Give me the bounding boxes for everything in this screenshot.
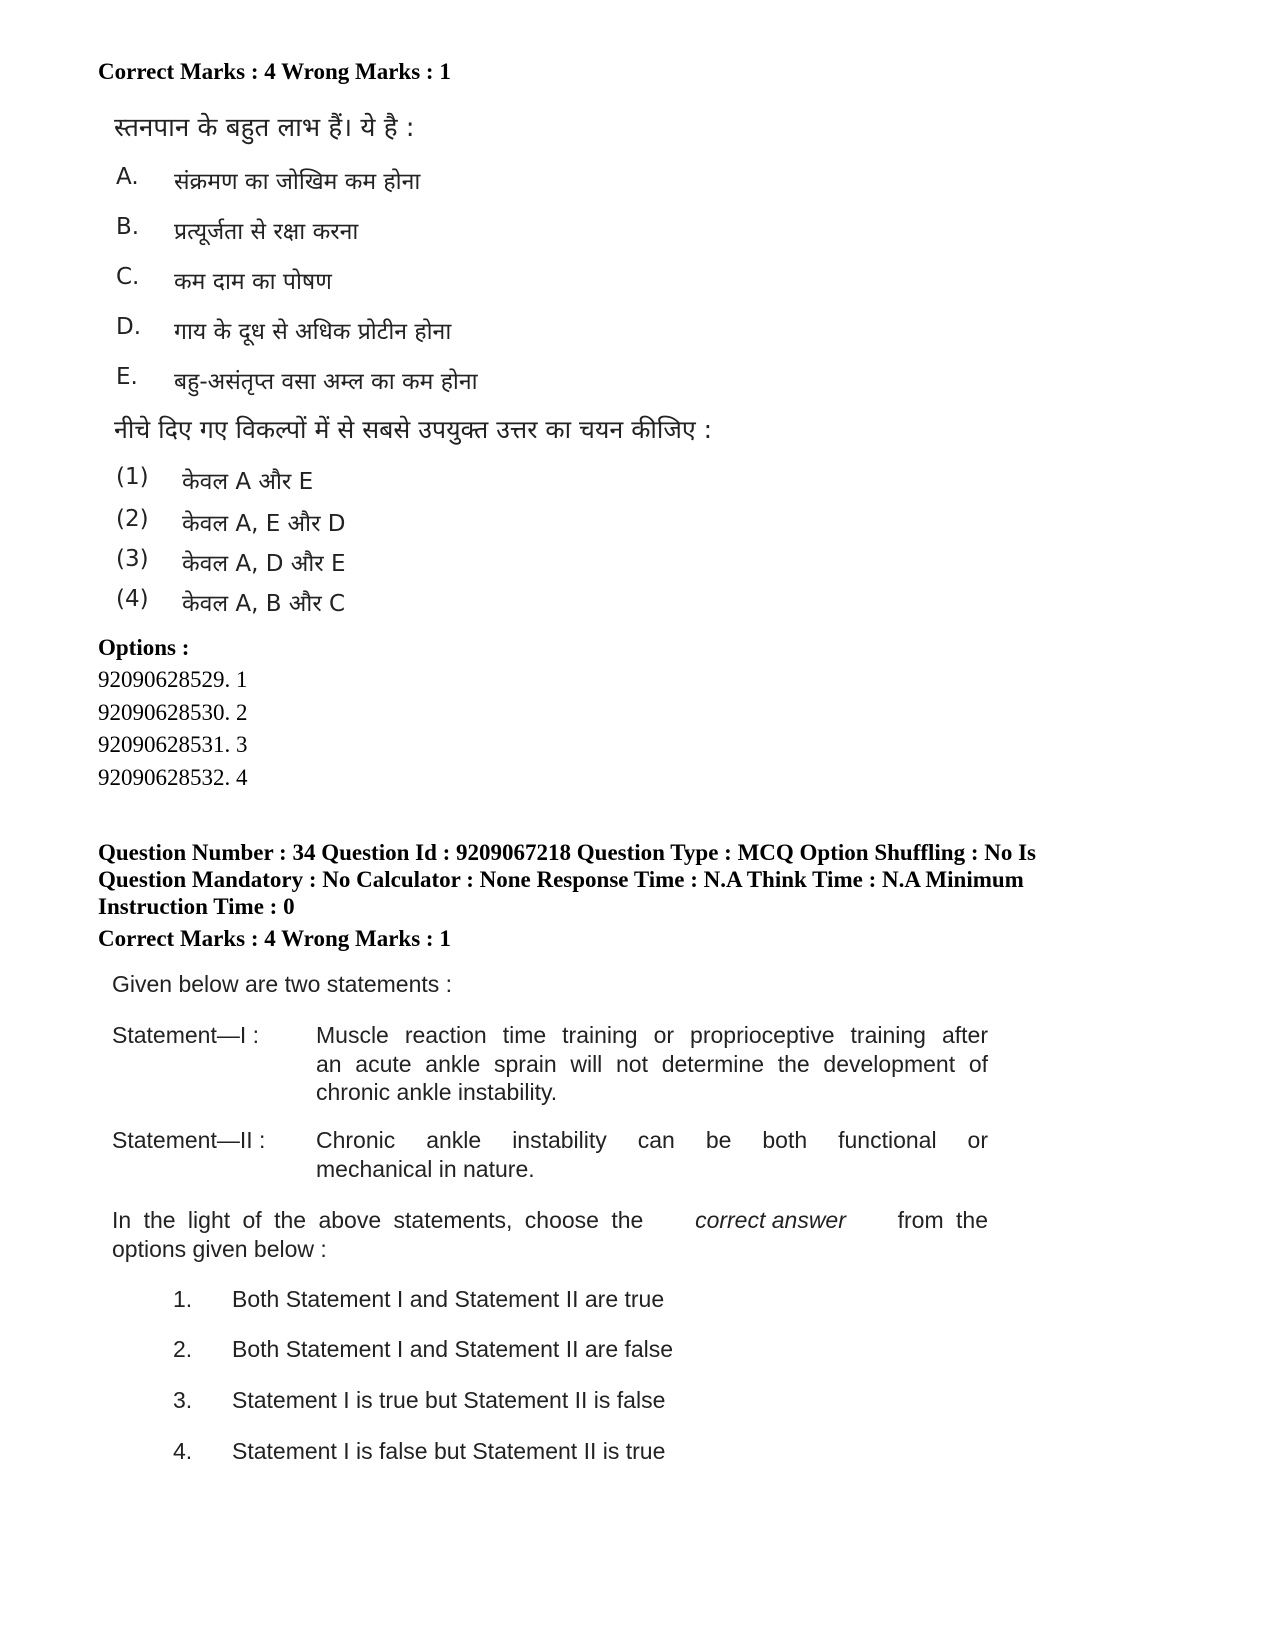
question-text-a: In the light of the above statements, choose the — [112, 1207, 644, 1233]
choice-text: Statement I is true but Statement II is false — [232, 1387, 666, 1413]
statement-letter: B. — [116, 214, 140, 240]
choice-text: केवल A, B और C — [182, 591, 346, 617]
question-text-emphasis: correct answer — [695, 1207, 846, 1233]
statement-1-line-1: Muscle reaction time training or proprioceptive training after — [316, 1022, 988, 1048]
choice-number: (4) — [116, 586, 149, 612]
q34-question-line-2: options given below : — [112, 1236, 327, 1262]
q34-meta-line-1: Question Number : 34 Question Id : 9209067218 Question Type : MCQ Option Shuffling : No Is — [98, 840, 1037, 865]
choice-number: 4. — [173, 1438, 193, 1464]
q33-question-image — [0, 0, 1275, 640]
statement-letter: A. — [116, 164, 139, 190]
q33-instruction: नीचे दिए गए विकल्पों में से सबसे उपयुक्त उत्तर का चयन कीजिए : — [114, 415, 713, 444]
choice-text: केवल A और E — [182, 469, 314, 495]
statement-1-line-3: chronic ankle instability. — [316, 1079, 558, 1105]
statement-text: कम दाम का पोषण — [174, 269, 332, 295]
question-text-b: from the — [897, 1207, 988, 1233]
choice-text: केवल A, E और D — [182, 511, 346, 537]
q33-option-1: 92090628529. 1 — [98, 667, 248, 692]
choice-text: Both Statement I and Statement II are true — [232, 1286, 665, 1312]
statement-letter: D. — [116, 314, 142, 340]
statement-letter: C. — [116, 264, 140, 290]
q34-question-line-1 — [112, 1206, 988, 1235]
q34-meta-line-3: Instruction Time : 0 — [98, 894, 295, 919]
choice-text: Statement I is false but Statement II is true — [232, 1438, 666, 1464]
q33-options-label: Options : — [98, 635, 190, 660]
q33-marks: Correct Marks : 4 Wrong Marks : 1 — [98, 59, 451, 84]
choice-number: (1) — [116, 464, 149, 490]
statement-text: प्रत्यूर्जता से रक्षा करना — [174, 219, 359, 245]
choice-text: Both Statement I and Statement II are false — [232, 1336, 674, 1362]
choice-number: 2. — [173, 1336, 193, 1362]
q33-option-4: 92090628532. 4 — [98, 765, 248, 790]
statement-text: गाय के दूध से अधिक प्रोटीन होना — [174, 319, 452, 345]
statement-1-label: Statement—I : — [112, 1022, 260, 1048]
statement-text: बहु-असंतृप्त वसा अम्ल का कम होना — [174, 369, 478, 395]
choice-number: 1. — [173, 1286, 193, 1312]
q33-stem: स्तनपान के बहुत लाभ हैं। ये है : — [114, 113, 415, 143]
statement-text: संक्रमण का जोखिम कम होना — [174, 169, 421, 195]
statement-letter: E. — [116, 364, 138, 390]
choice-number: (3) — [116, 546, 149, 572]
statement-2-line-1: Chronic ankle instability can be both functional or — [316, 1127, 988, 1153]
q34-intro: Given below are two statements : — [112, 971, 453, 997]
choice-number: 3. — [173, 1387, 193, 1413]
q33-option-2: 92090628530. 2 — [98, 700, 248, 725]
q33-option-3: 92090628531. 3 — [98, 732, 248, 757]
choice-number: (2) — [116, 506, 149, 532]
q34-marks: Correct Marks : 4 Wrong Marks : 1 — [98, 926, 451, 951]
statement-2-line-2: mechanical in nature. — [316, 1156, 535, 1182]
statement-1-line-2: an acute ankle sprain will not determine the development of — [316, 1051, 988, 1077]
statement-2-label: Statement—II : — [112, 1127, 266, 1153]
choice-text: केवल A, D और E — [182, 551, 346, 577]
q34-meta-line-2: Question Mandatory : No Calculator : None Response Time : N.A Think Time : N.A Minimum — [98, 867, 1024, 892]
